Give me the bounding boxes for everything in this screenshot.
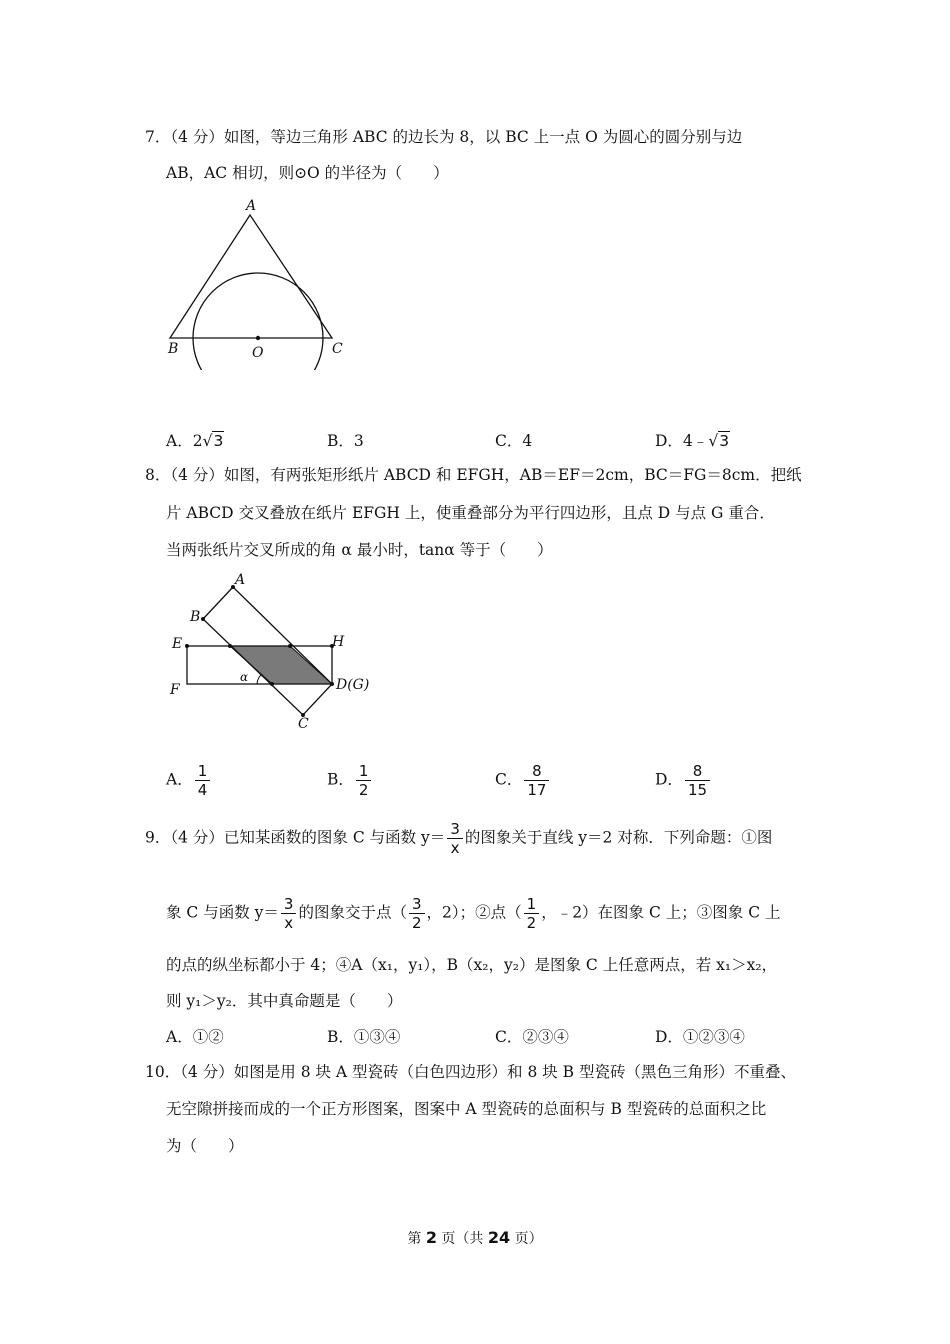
label-dg: D(G) bbox=[336, 677, 370, 693]
triangle-abc bbox=[170, 215, 332, 338]
q9-option-d[interactable]: D．①②③④ bbox=[655, 1028, 745, 1046]
q9-option-c[interactable]: C．②③④ bbox=[495, 1028, 569, 1046]
q9-stem-line4: 则 y₁＞y₂．其中真命题是（ ） bbox=[166, 992, 403, 1010]
q7-figure bbox=[160, 195, 360, 370]
label-alpha: α bbox=[240, 670, 249, 684]
page-total: 24 bbox=[487, 1228, 511, 1247]
q9-option-b[interactable]: B．①③④ bbox=[327, 1028, 401, 1046]
label-a: A bbox=[246, 198, 257, 214]
q9-stem-line2: 象 C 与函数 y＝ $\frac{3}{x}$ 的图象交于点（ $\frac{3}{2}$ ，2）；②点（ $\frac{1}{2}$ ，﹣2）在图象 C 上；③图象 C 上 bbox=[166, 895, 781, 932]
q8-option-b[interactable]: B． $\frac{1}{2}$ bbox=[327, 762, 373, 799]
q7-option-c[interactable]: C．4 bbox=[495, 432, 533, 450]
q8-stem-line2: 片 ABCD 交叉叠放在纸片 EFGH 上，使重叠部分为平行四边形，且点 D 与点 G 重合． bbox=[166, 504, 775, 522]
q9-option-a[interactable]: A．①② bbox=[166, 1028, 224, 1046]
q8-stem-line1: 8．（4 分）如图，有两张矩形纸片 ABCD 和 EFGH，AB＝EF＝2cm，BC＝FG＝8cm．把纸 bbox=[145, 466, 802, 484]
label-c: C bbox=[298, 716, 309, 732]
point-o bbox=[256, 336, 260, 340]
fraction: $\frac{8}{17}$ bbox=[524, 762, 549, 799]
fraction: $\frac{1}{2}$ bbox=[524, 895, 540, 932]
sqrt-symbol: √3 bbox=[202, 432, 224, 450]
q7-stem-line1: 7．（4 分）如图，等边三角形 ABC 的边长为 8，以 BC 上一点 O 为圆心的圆分别与边 bbox=[145, 128, 743, 146]
fraction: $\frac{8}{15}$ bbox=[685, 762, 710, 799]
q9-stem-line3: 的点的纵坐标都小于 4；④A（x₁，y₁），B（x₂，y₂）是图象 C 上任意两点，若 x₁＞x₂， bbox=[166, 956, 778, 974]
label-a: A bbox=[235, 572, 246, 588]
q8-stem-line3: 当两张纸片交叉所成的角 α 最小时，tanα 等于（ ） bbox=[166, 541, 553, 559]
fraction: $\frac{1}{2}$ bbox=[356, 762, 372, 799]
q7-stem-line2: AB，AC 相切，则⊙O 的半径为（ ） bbox=[166, 164, 449, 182]
sqrt-symbol: √3 bbox=[708, 432, 730, 450]
fraction: $\frac{3}{x}$ bbox=[281, 895, 297, 932]
q7-option-b[interactable]: B．3 bbox=[327, 432, 364, 450]
label-b: B bbox=[190, 609, 201, 625]
q9-stem-line1: 9．（4 分）已知某函数的图象 C 与函数 y＝ $\frac{3}{x}$ 的图象关于直线 y＝2 对称．下列命题：①图 bbox=[145, 820, 773, 857]
fraction: $\frac{3}{2}$ bbox=[409, 895, 425, 932]
label-e: E bbox=[172, 636, 183, 652]
q8-option-d[interactable]: D． $\frac{8}{15}$ bbox=[655, 762, 712, 799]
page-number: 2 bbox=[425, 1228, 437, 1247]
q8-option-c[interactable]: C． $\frac{8}{17}$ bbox=[495, 762, 551, 799]
label-o: O bbox=[252, 345, 264, 361]
fraction: $\frac{3}{x}$ bbox=[447, 820, 463, 857]
q7-option-d[interactable]: D．4﹣√3 bbox=[655, 432, 730, 450]
q8-figure bbox=[160, 570, 390, 735]
page-footer: 第 2 页（共 24 页） bbox=[407, 1228, 543, 1247]
q10-stem-line3: 为（ ） bbox=[166, 1137, 244, 1155]
label-h: H bbox=[332, 634, 345, 650]
q7-option-a[interactable]: A．2√3 bbox=[166, 432, 224, 450]
label-f: F bbox=[170, 682, 180, 698]
q10-stem-line2: 无空隙拼接而成的一个正方形图案，图案中 A 型瓷砖的总面积与 B 型瓷砖的总面积之比 bbox=[166, 1100, 767, 1118]
q8-option-a[interactable]: A． $\frac{1}{4}$ bbox=[166, 762, 212, 799]
fraction: $\frac{1}{4}$ bbox=[195, 762, 211, 799]
label-c: C bbox=[332, 341, 343, 357]
label-b: B bbox=[168, 341, 179, 357]
q10-stem-line1: 10．（4 分）如图是用 8 块 A 型瓷砖（白色四边形）和 8 块 B 型瓷砖（黑色三角形）不重叠、 bbox=[145, 1063, 796, 1081]
